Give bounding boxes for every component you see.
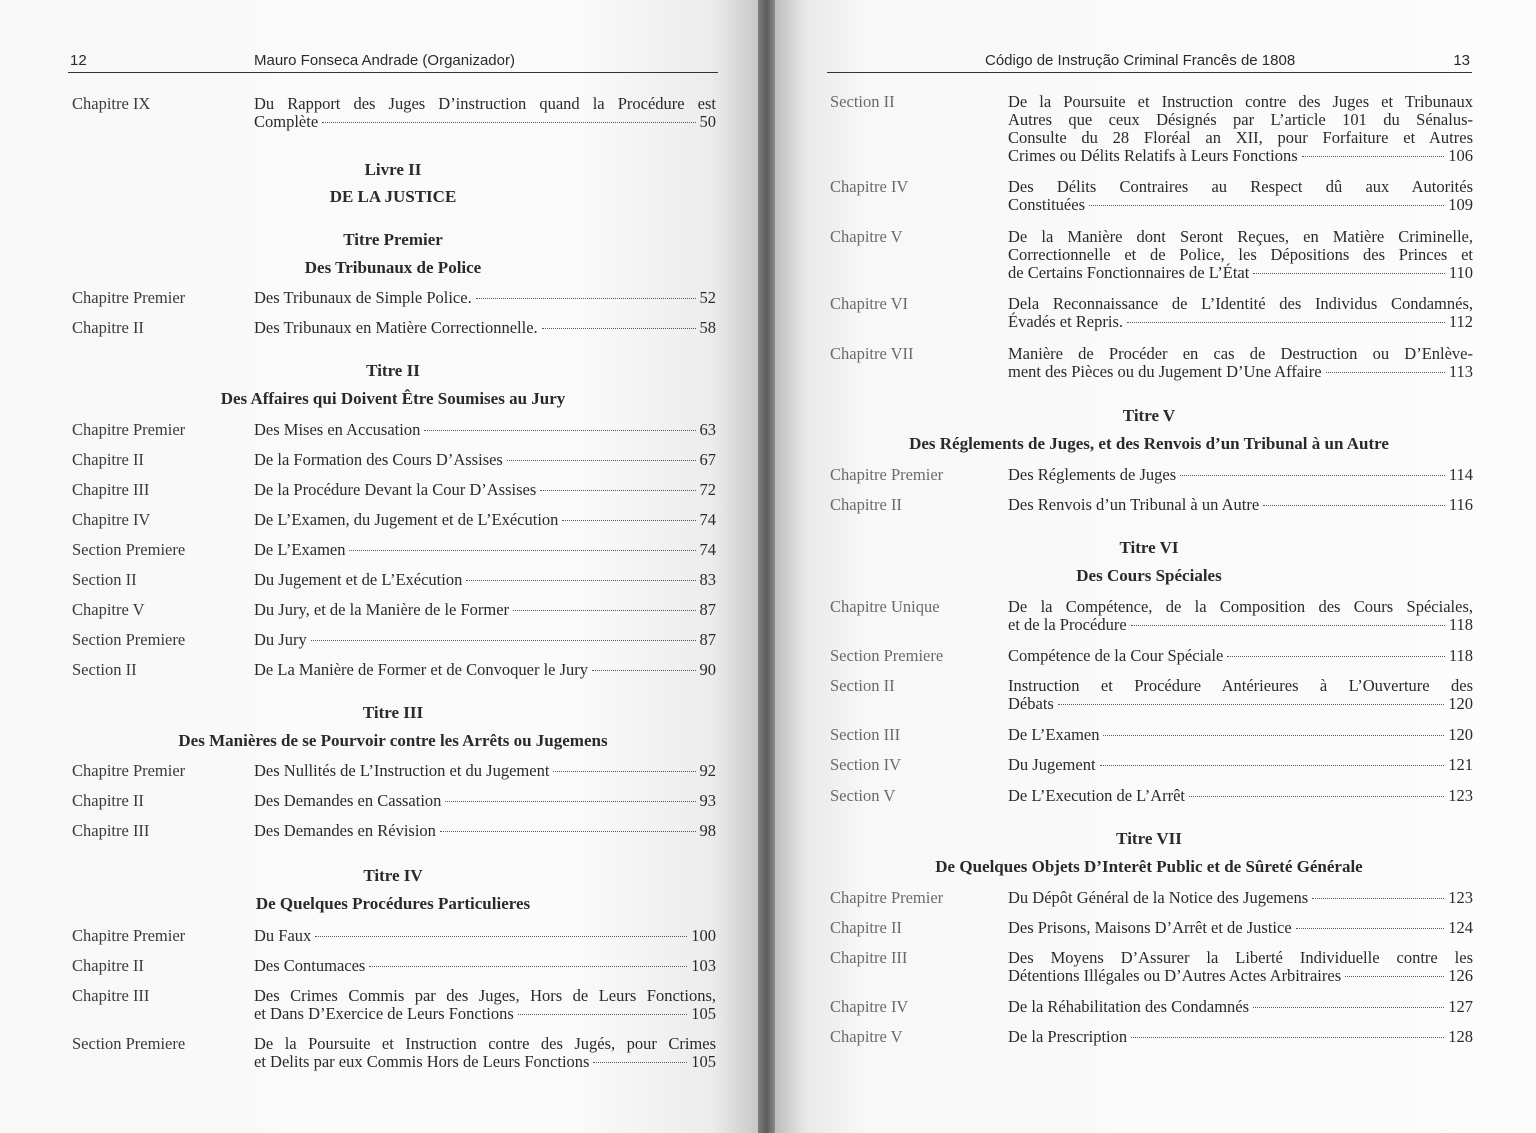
leader-dots bbox=[507, 460, 696, 461]
toc-entry-title: Du Faux 100 bbox=[254, 926, 716, 945]
toc-entry-title: Du Jugement 121 bbox=[1008, 755, 1473, 774]
toc-entry-title: Des Mises en Accusation 63 bbox=[254, 420, 716, 439]
leader-dots bbox=[466, 580, 695, 581]
toc-entry-label: Chapitre II bbox=[72, 956, 144, 975]
toc-entry-label: Section Premiere bbox=[72, 1034, 186, 1053]
toc-entry-label: Section Premiere bbox=[72, 630, 186, 649]
toc-entry-label: Section Premiere bbox=[830, 646, 944, 665]
toc-page-number: 118 bbox=[1448, 615, 1473, 634]
toc-entry-title: Compétence de la Cour Spéciale 118 bbox=[1008, 646, 1473, 665]
toc-entry-title: De L’Execution de L’Arrêt 123 bbox=[1008, 786, 1473, 805]
leader-dots bbox=[445, 801, 695, 802]
toc-entry-label: Chapitre II bbox=[72, 318, 144, 337]
toc-page-number: 72 bbox=[699, 480, 716, 499]
toc-entry-title: De la Prescription 128 bbox=[1008, 1027, 1473, 1046]
toc-entry-label: Chapitre Premier bbox=[72, 761, 186, 780]
book-gutter bbox=[758, 0, 775, 1133]
toc-entry-label: Section II bbox=[72, 570, 137, 589]
toc-page-number: 121 bbox=[1448, 755, 1473, 774]
toc-entry-label: Section III bbox=[830, 725, 901, 744]
toc-page-number: 128 bbox=[1448, 1027, 1473, 1046]
toc-page-number: 74 bbox=[699, 540, 716, 559]
toc-page-number: 118 bbox=[1448, 646, 1473, 665]
toc-entry-label: Section IV bbox=[830, 755, 902, 774]
toc-entry-title: Des Moyens D’Assurer la Liberté Individuelle contre les Détentions Illégales ou D’Autres Actes Arbitraires 126 bbox=[1008, 948, 1473, 985]
toc-page-number: 123 bbox=[1448, 888, 1473, 907]
toc-page-number: 63 bbox=[699, 420, 716, 439]
toc-entry-label: Chapitre III bbox=[830, 948, 908, 967]
leader-dots bbox=[542, 328, 696, 329]
leader-dots bbox=[1312, 898, 1444, 899]
section-heading: Livre II bbox=[364, 160, 422, 179]
leader-dots bbox=[1089, 205, 1444, 206]
toc-page-number: 103 bbox=[691, 956, 716, 975]
toc-entry-title: Des Demandes en Révision 98 bbox=[254, 821, 716, 840]
toc-entry-title: Des Crimes Commis par des Juges, Hors de Leurs Fonctions, et Dans D’Exercice de Leurs Fonctions 105 bbox=[254, 986, 716, 1023]
toc-page-number: 120 bbox=[1448, 725, 1473, 744]
leader-dots bbox=[1180, 475, 1445, 476]
toc-page-number: 50 bbox=[699, 112, 716, 131]
toc-entry-label: Chapitre III bbox=[72, 480, 150, 499]
toc-entry-title: De la Formation des Cours D’Assises 67 bbox=[254, 450, 716, 469]
toc-page-number: 90 bbox=[699, 660, 716, 679]
toc-entry-title: Des Tribunaux en Matière Correctionnelle. 58 bbox=[254, 318, 716, 337]
toc-entry-title: Des Délits Contraires au Respect dû aux Autorités Constituées 109 bbox=[1008, 177, 1473, 214]
section-heading: De Quelques Objets D’Interêt Public et de Sûreté Générale bbox=[935, 857, 1363, 876]
toc-entry-label: Chapitre Premier bbox=[72, 420, 186, 439]
toc-entry-label: Chapitre VII bbox=[830, 344, 914, 363]
toc-page-number: 87 bbox=[699, 600, 716, 619]
toc-page-number: 114 bbox=[1448, 465, 1473, 484]
section-heading: Titre V bbox=[1122, 406, 1176, 425]
leader-dots bbox=[369, 966, 687, 967]
leader-dots bbox=[1302, 156, 1445, 157]
leader-dots bbox=[1100, 765, 1445, 766]
section-heading: Titre VII bbox=[1116, 829, 1182, 848]
toc-entry-title: De la Compétence, de la Composition des Cours Spéciales, et de la Procédure 118 bbox=[1008, 597, 1473, 634]
section-heading: De Quelques Procédures Particulieres bbox=[255, 894, 531, 913]
leader-dots bbox=[311, 640, 696, 641]
toc-entry-label: Chapitre III bbox=[72, 986, 150, 1005]
toc-entry-title: Des Réglements de Juges 114 bbox=[1008, 465, 1473, 484]
page-number: 13 bbox=[1453, 52, 1470, 69]
section-heading: Des Réglements de Juges, et des Renvois d’un Tribunal à un Autre bbox=[909, 434, 1389, 453]
leader-dots bbox=[592, 670, 695, 671]
running-header bbox=[68, 52, 718, 73]
toc-page-number: 112 bbox=[1448, 312, 1473, 331]
leader-dots bbox=[315, 936, 687, 937]
section-heading: Titre VI bbox=[1119, 538, 1179, 557]
toc-entry-title: Du Jury, et de la Manière de le Former 87 bbox=[254, 600, 716, 619]
toc-entry-title: Des Renvois d’un Tribunal à un Autre 116 bbox=[1008, 495, 1473, 514]
toc-entry-label: Chapitre IX bbox=[72, 94, 151, 113]
toc-entry-label: Section V bbox=[830, 786, 896, 805]
section-heading: Des Tribunaux de Police bbox=[304, 258, 482, 277]
section-heading: Titre III bbox=[362, 703, 424, 722]
right-page bbox=[775, 0, 1536, 1133]
toc-entry-title: De la Poursuite et Instruction contre des Juges et Tribunaux Autres que ceux Désignés par L’article 101 du Sénalus- Consulte du 28 Floréal an XII, pour Forfaiture et Autres Crimes ou Délits Relatifs à Leurs Fonctions 106 bbox=[1008, 92, 1473, 165]
toc-entry-label: Section II bbox=[830, 92, 895, 111]
toc-entry-label: Chapitre Premier bbox=[830, 888, 944, 907]
running-header bbox=[827, 52, 1472, 73]
leader-dots bbox=[476, 298, 696, 299]
toc-entry-label: Chapitre Premier bbox=[830, 465, 944, 484]
leader-dots bbox=[1253, 273, 1445, 274]
page-number: 12 bbox=[70, 52, 87, 69]
toc-page-number: 74 bbox=[699, 510, 716, 529]
section-heading: Titre II bbox=[366, 361, 420, 380]
toc-entry-title: Des Tribunaux de Simple Police. 52 bbox=[254, 288, 716, 307]
toc-entry-label: Chapitre VI bbox=[830, 294, 909, 313]
section-heading: Titre IV bbox=[363, 866, 423, 885]
toc-page-number: 52 bbox=[699, 288, 716, 307]
toc-page-number: 124 bbox=[1448, 918, 1473, 937]
toc-page-number: 100 bbox=[691, 926, 716, 945]
toc-entry-label: Chapitre IV bbox=[830, 177, 909, 196]
leader-dots bbox=[349, 550, 695, 551]
toc-entry-title: Des Nullités de L’Instruction et du Jugement 92 bbox=[254, 761, 716, 780]
toc-page-number: 83 bbox=[699, 570, 716, 589]
toc-page-number: 98 bbox=[699, 821, 716, 840]
toc-entry-label: Chapitre Premier bbox=[72, 288, 186, 307]
leader-dots bbox=[1263, 505, 1445, 506]
toc-entry-label: Chapitre II bbox=[830, 918, 902, 937]
toc-entry-title: Du Jugement et de L’Exécution 83 bbox=[254, 570, 716, 589]
toc-page-number: 67 bbox=[699, 450, 716, 469]
leader-dots bbox=[1296, 928, 1445, 929]
leader-dots bbox=[1131, 625, 1445, 626]
toc-entry-title: De la Manière dont Seront Reçues, en Matière Criminelle, Correctionnelle et de Police, les Dépositions des Princes et de Certains Fonctionnaires de L’État 110 bbox=[1008, 227, 1473, 282]
leader-dots bbox=[440, 831, 696, 832]
section-heading: Des Manières de se Pourvoir contre les Arrêts ou Jugemens bbox=[178, 731, 608, 750]
toc-entry-label: Section II bbox=[830, 676, 895, 695]
toc-page-number: 93 bbox=[699, 791, 716, 810]
leader-dots bbox=[1189, 796, 1444, 797]
leader-dots bbox=[1131, 1037, 1444, 1038]
section-heading: Des Affaires qui Doivent Être Soumises au Jury bbox=[220, 389, 566, 408]
toc-entry-title: De la Procédure Devant la Cour D’Assises 72 bbox=[254, 480, 716, 499]
leader-dots bbox=[562, 520, 695, 521]
toc-entry-title: Dela Reconnaissance de L’Identité des Individus Condamnés, Évadés et Repris. 112 bbox=[1008, 294, 1473, 331]
toc-page-number: 116 bbox=[1448, 495, 1473, 514]
section-heading: DE LA JUSTICE bbox=[329, 187, 457, 206]
toc-page-number: 58 bbox=[699, 318, 716, 337]
toc-page-number: 87 bbox=[699, 630, 716, 649]
toc-page-number: 120 bbox=[1448, 694, 1473, 713]
toc-page-number: 113 bbox=[1448, 362, 1473, 381]
toc-entry-label: Chapitre III bbox=[72, 821, 150, 840]
toc-page-number: 123 bbox=[1448, 786, 1473, 805]
leader-dots bbox=[424, 430, 695, 431]
section-heading: Titre Premier bbox=[343, 230, 443, 249]
toc-entry-title: De la Réhabilitation des Condamnés 127 bbox=[1008, 997, 1473, 1016]
toc-entry-title: Manière de Procéder en cas de Destruction ou D’Enlève- ment des Pièces ou du Jugement D’Une Affaire 113 bbox=[1008, 344, 1473, 381]
toc-entry-label: Chapitre IV bbox=[72, 510, 151, 529]
toc-entry-label: Chapitre Premier bbox=[72, 926, 186, 945]
leader-dots bbox=[513, 610, 695, 611]
toc-entry-label: Chapitre V bbox=[72, 600, 145, 619]
toc-entry-title: Des Prisons, Maisons D’Arrêt et de Justice 124 bbox=[1008, 918, 1473, 937]
leader-dots bbox=[1253, 1007, 1444, 1008]
toc-page-number: 127 bbox=[1448, 997, 1473, 1016]
toc-page-number: 105 bbox=[691, 1004, 716, 1023]
leader-dots bbox=[1103, 735, 1444, 736]
toc-entry-title: De L’Examen 74 bbox=[254, 540, 716, 559]
toc-entry-title: Du Dépôt Général de la Notice des Jugemens 123 bbox=[1008, 888, 1473, 907]
running-head-title: Mauro Fonseca Andrade (Organizador) bbox=[254, 52, 515, 69]
toc-entry-label: Chapitre II bbox=[72, 450, 144, 469]
toc-entry-label: Chapitre IV bbox=[830, 997, 909, 1016]
leader-dots bbox=[1326, 372, 1445, 373]
toc-entry-label: Chapitre V bbox=[830, 227, 903, 246]
toc-entry-title: Du Rapport des Juges D’instruction quand la Procédure est Complète 50 bbox=[254, 94, 716, 131]
toc-entry-label: Chapitre V bbox=[830, 1027, 903, 1046]
toc-entry-title: Des Demandes en Cassation 93 bbox=[254, 791, 716, 810]
toc-entry-label: Section Premiere bbox=[72, 540, 186, 559]
toc-entry-title: De L’Examen, du Jugement et de L’Exécution 74 bbox=[254, 510, 716, 529]
leader-dots bbox=[1058, 704, 1444, 705]
leader-dots bbox=[593, 1062, 687, 1063]
toc-entry-label: Chapitre Unique bbox=[830, 597, 940, 616]
section-heading: Des Cours Spéciales bbox=[1076, 566, 1222, 585]
toc-page-number: 126 bbox=[1448, 966, 1473, 985]
toc-entry-title: De la Poursuite et Instruction contre des Jugés, pour Crimes et Delits par eux Commis Hors de Leurs Fonctions 105 bbox=[254, 1034, 716, 1071]
leader-dots bbox=[1345, 976, 1444, 977]
toc-entry-title: Instruction et Procédure Antérieures à L’Ouverture des Débats 120 bbox=[1008, 676, 1473, 713]
leader-dots bbox=[322, 122, 695, 123]
toc-page-number: 105 bbox=[691, 1052, 716, 1071]
leader-dots bbox=[1127, 322, 1445, 323]
running-head-title: Código de Instrução Criminal Francês de 1808 bbox=[985, 52, 1296, 69]
leader-dots bbox=[553, 771, 695, 772]
toc-entry-title: Des Contumaces 103 bbox=[254, 956, 716, 975]
leader-dots bbox=[540, 490, 695, 491]
toc-page-number: 92 bbox=[699, 761, 716, 780]
leader-dots bbox=[1227, 656, 1445, 657]
toc-entry-label: Chapitre II bbox=[72, 791, 144, 810]
toc-entry-label: Section II bbox=[72, 660, 137, 679]
toc-entry-title: De L’Examen 120 bbox=[1008, 725, 1473, 744]
leader-dots bbox=[518, 1014, 687, 1015]
toc-entry-title: Du Jury 87 bbox=[254, 630, 716, 649]
toc-page-number: 110 bbox=[1448, 263, 1473, 282]
left-page bbox=[0, 0, 758, 1133]
toc-page-number: 106 bbox=[1448, 146, 1473, 165]
toc-entry-label: Chapitre II bbox=[830, 495, 902, 514]
toc-page-number: 109 bbox=[1448, 195, 1473, 214]
toc-entry-title: De La Manière de Former et de Convoquer le Jury 90 bbox=[254, 660, 716, 679]
